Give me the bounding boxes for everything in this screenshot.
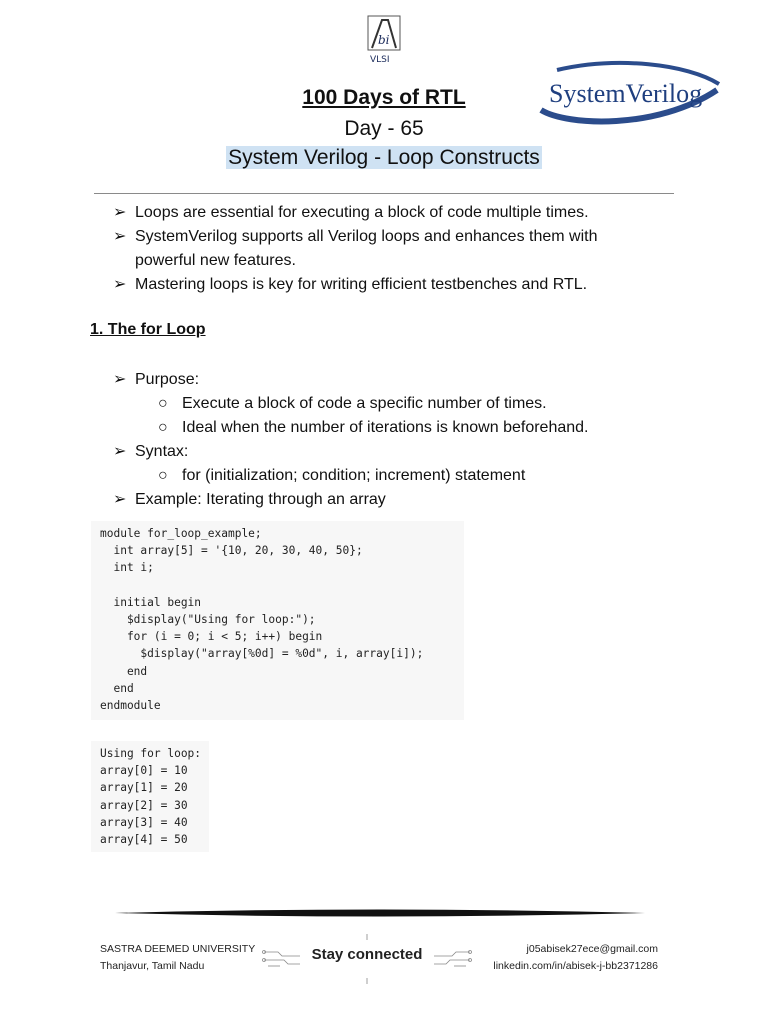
code-line: end [100, 681, 134, 695]
university-name: SASTRA DEEMED UNIVERSITY [100, 943, 256, 955]
intro-list [113, 201, 693, 297]
list-item: ➢ Loops are essential for executing a block of code multiple times. [113, 201, 693, 225]
arrow-bullet-icon: ➢ [113, 443, 127, 460]
output-line: array[2] = 30 [100, 798, 188, 812]
arrow-bullet-icon: ➢ [113, 371, 127, 388]
code-line: end [100, 664, 148, 678]
footer-university [100, 941, 255, 975]
email-link[interactable]: j05abisek27ece@gmail.com [526, 943, 658, 955]
sub-list-item: ○ Ideal when the number of iterations is known beforehand. [113, 416, 693, 440]
list-item: ➢ Purpose: [113, 368, 693, 392]
output-line: Using for loop: [100, 747, 202, 760]
svg-text:SystemVerilog: SystemVerilog [549, 79, 703, 108]
page-subtitle [0, 146, 768, 170]
circle-bullet-icon: ○ [158, 419, 168, 436]
arrow-bullet-icon: ➢ [113, 228, 127, 245]
list-item: ➢ SystemVerilog supports all Verilog loops and enhances them with [113, 225, 693, 249]
sub-list-item: ○ Execute a block of code a specific number of times. [113, 392, 693, 416]
list-item: ➢ Example: Iterating through an array [113, 488, 693, 512]
divider [94, 193, 674, 194]
arrow-bullet-icon: ➢ [113, 491, 127, 508]
linkedin-link[interactable]: linkedin.com/in/abisek-j-bb2371286 [493, 960, 658, 972]
code-line: int array[5] = '{10, 20, 30, 40, 50}; [100, 544, 363, 558]
abi-vlsi-logo [362, 14, 406, 66]
output-line: array[3] = 40 [100, 815, 188, 829]
code-line [100, 577, 454, 594]
circle-bullet-icon: ○ [158, 395, 168, 412]
stay-connected-label: Stay connected [311, 946, 423, 963]
output-block [91, 741, 209, 852]
university-location: Thanjavur, Tamil Nadu [100, 960, 205, 972]
circle-bullet-icon: ○ [158, 467, 168, 484]
section-heading: 1. The for Loop [90, 321, 206, 338]
subtitle-highlight: System Verilog - Loop Constructs [228, 146, 540, 169]
stay-connected [262, 934, 472, 984]
arrow-bullet-icon: ➢ [113, 204, 127, 221]
code-line: $display("Using for loop:"); [100, 613, 316, 627]
output-line: array[0] = 10 [100, 764, 188, 778]
output-line: array[4] = 50 [100, 833, 188, 847]
output-line: array[1] = 20 [100, 781, 188, 795]
code-line: initial begin [100, 595, 202, 609]
code-line: module for_loop_example; [100, 527, 262, 540]
sub-list-item: ○ for (initialization; condition; increment) statement [113, 464, 693, 488]
code-line: $display("array[%0d] = %0d", i, array[i]); [100, 647, 424, 661]
code-line: endmodule [100, 699, 161, 713]
code-block [91, 521, 464, 720]
list-item: ➢ Mastering loops is key for writing efficient testbenches and RTL. [113, 273, 693, 297]
footer-divider [115, 904, 645, 922]
arrow-bullet-icon: ➢ [113, 276, 127, 293]
for-loop-list [113, 368, 693, 512]
list-item-continuation: powerful new features. [135, 252, 296, 269]
svg-text:VLSI: VLSI [370, 55, 390, 65]
footer-contact [493, 941, 658, 975]
svg-text:bi: bi [378, 33, 390, 47]
code-line: for (i = 0; i < 5; i++) begin [100, 630, 323, 644]
list-item: ➢ Syntax: [113, 440, 693, 464]
day-label: Day - 65 [344, 117, 424, 140]
code-line: int i; [100, 561, 154, 575]
page-title: 100 Days of RTL [302, 86, 466, 109]
